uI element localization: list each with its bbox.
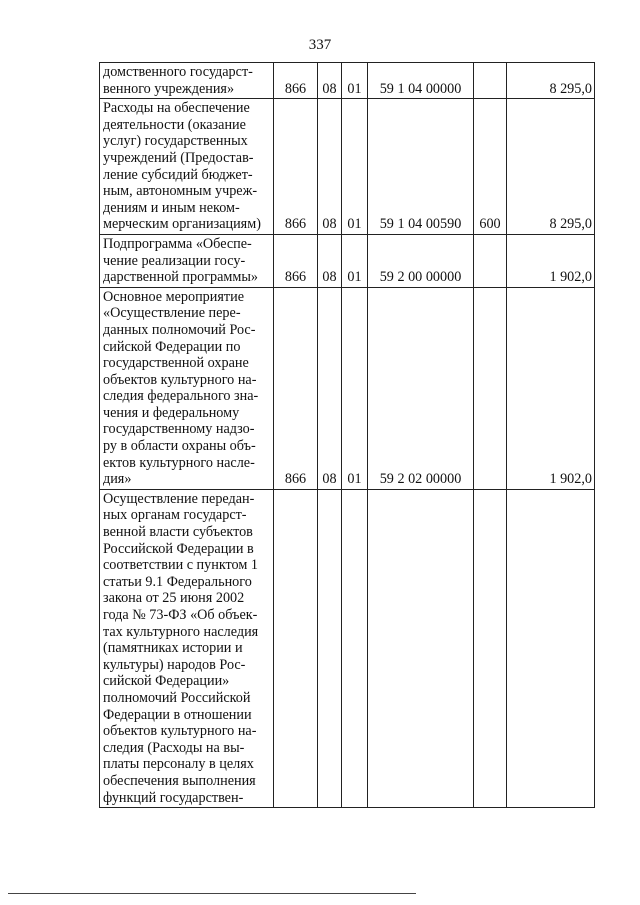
amount-cell: 8 295,0	[507, 99, 595, 235]
expense-type-cell	[474, 489, 507, 807]
expense-type-cell	[474, 287, 507, 489]
ministry-code-cell: 866	[274, 287, 318, 489]
amount-cell: 8 295,0	[507, 63, 595, 99]
subsection-code-cell: 01	[342, 99, 368, 235]
expense-type-cell	[474, 63, 507, 99]
target-article-cell: 59 2 00 00000	[368, 234, 474, 287]
page-number: 337	[308, 37, 332, 53]
amount-cell: 1 902,0	[507, 234, 595, 287]
ministry-code-cell	[274, 489, 318, 807]
amount-cell	[507, 489, 595, 807]
subsection-code-cell: 01	[342, 234, 368, 287]
subsection-code-cell: 01	[342, 63, 368, 99]
row-name-cell: Расходы на обеспечение деятельности (оказание услуг) государственных учреждений (Предостав- ление субсидий бюджет- ным, автономным учреж- дениям и иным неком- мерческим организациям)	[100, 99, 274, 235]
footer-divider	[8, 893, 416, 894]
expense-type-cell	[474, 234, 507, 287]
target-article-cell	[368, 489, 474, 807]
target-article-cell: 59 2 02 00000	[368, 287, 474, 489]
ministry-code-cell: 866	[274, 234, 318, 287]
table-row	[100, 234, 595, 287]
row-name-cell: домственного государст- венного учреждения»	[100, 63, 274, 99]
table-row	[100, 63, 595, 99]
table-row	[100, 489, 595, 807]
amount-cell: 1 902,0	[507, 287, 595, 489]
expense-type-cell: 600	[474, 99, 507, 235]
section-code-cell	[318, 489, 342, 807]
target-article-cell: 59 1 04 00000	[368, 63, 474, 99]
ministry-code-cell: 866	[274, 99, 318, 235]
subsection-code-cell	[342, 489, 368, 807]
table-row	[100, 99, 595, 235]
row-name-cell: Осуществление передан- ных органам государст- венной власти субъектов Российской Федерации в соответствии с пунктом 1 статьи 9.1 Федерального закона от 25 июня 2002 года № 73-ФЗ «Об объек- тах культурного наследия (памятниках истории и культуры) народов Рос- сийской Федерации» полномочий Российской Федерации в отношении объектов культурного на- следия (Расходы на вы- платы персоналу в целях обеспечения выполнения функций государствен-	[100, 489, 274, 807]
row-name-cell: Основное мероприятие «Осуществление пере- данных полномочий Рос- сийской Федерации по государственной охране объектов культурного на- следия федерального зна- чения и федеральному государственному надзо- ру в области охраны объ- ектов культурного насле- дия»	[100, 287, 274, 489]
ministry-code-cell: 866	[274, 63, 318, 99]
section-code-cell: 08	[318, 287, 342, 489]
section-code-cell: 08	[318, 234, 342, 287]
row-name-cell: Подпрограмма «Обеспе- чение реализации госу- дарственной программы»	[100, 234, 274, 287]
target-article-cell: 59 1 04 00590	[368, 99, 474, 235]
subsection-code-cell: 01	[342, 287, 368, 489]
section-code-cell: 08	[318, 63, 342, 99]
section-code-cell: 08	[318, 99, 342, 235]
budget-table	[99, 62, 595, 808]
table-row	[100, 287, 595, 489]
